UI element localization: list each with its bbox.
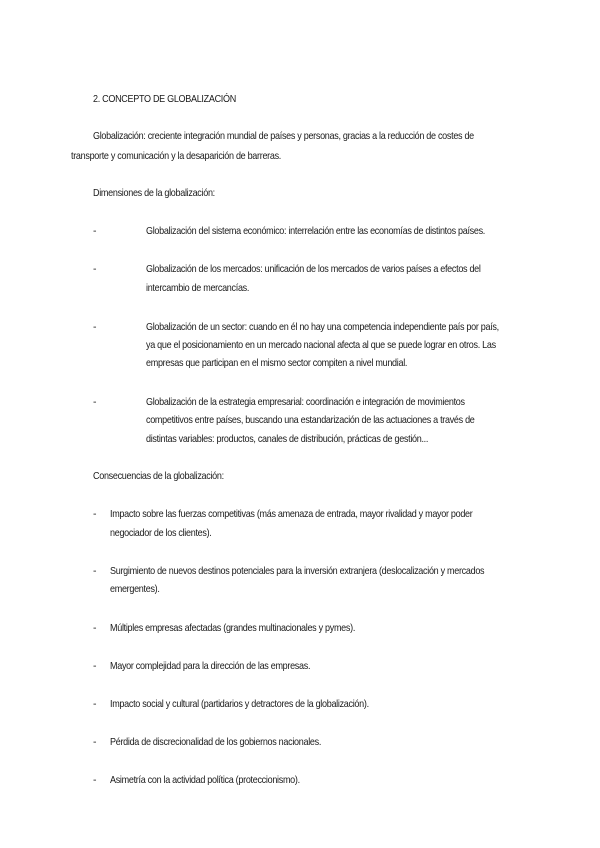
consequence-item-line: Múltiples empresas afectadas (grandes multinacionales y pymes). <box>110 622 356 634</box>
bullet-dash: - <box>93 225 97 237</box>
dimension-item-line: competitivos entre países, buscando una estandarización de las actuaciones a través de <box>146 414 475 426</box>
dimension-item-line: empresas que participan en el mismo sector compiten a nivel mundial. <box>146 357 408 369</box>
definition-line: Globalización: creciente integración mundial de países y personas, gracias a la reducción de costes de <box>93 130 474 142</box>
dimension-item-line: intercambio de mercancías. <box>146 282 250 294</box>
consequence-item-line: negociador de los clientes). <box>110 527 212 539</box>
bullet-dash: - <box>93 698 97 710</box>
bullet-dash: - <box>93 736 97 748</box>
definition-line: transporte y comunicación y la desaparición de barreras. <box>71 150 282 162</box>
dimensions-title: Dimensiones de la globalización: <box>93 187 215 199</box>
consequence-item-line: Pérdida de discrecionalidad de los gobiernos nacionales. <box>110 736 322 748</box>
bullet-dash: - <box>93 774 97 786</box>
section-heading: 2. CONCEPTO DE GLOBALIZACIÓN <box>93 93 236 105</box>
bullet-dash: - <box>93 508 97 520</box>
bullet-dash: - <box>93 396 97 408</box>
bullet-dash: - <box>93 565 97 577</box>
dimension-item-line: Globalización de un sector: cuando en él no hay una competencia independiente país por país, <box>146 321 499 333</box>
dimension-item-line: Globalización de los mercados: unificación de los mercados de varios países a efectos del <box>146 263 481 275</box>
consequences-title: Consecuencias de la globalización: <box>93 470 224 482</box>
consequence-item-line: Asimetría con la actividad política (proteccionismo). <box>110 774 300 786</box>
bullet-dash: - <box>93 263 97 275</box>
consequence-item-line: Mayor complejidad para la dirección de las empresas. <box>110 660 311 672</box>
consequence-item-line: Impacto social y cultural (partidarios y detractores de la globalización). <box>110 698 369 710</box>
dimension-item-line: Globalización de la estrategia empresarial: coordinación e integración de movimientos <box>146 396 465 408</box>
consequence-item-line: emergentes). <box>110 583 160 595</box>
dimension-item-line: Globalización del sistema económico: interrelación entre las economías de distintos países. <box>146 225 486 237</box>
bullet-dash: - <box>93 660 97 672</box>
bullet-dash: - <box>93 622 97 634</box>
consequence-item-line: Surgimiento de nuevos destinos potenciales para la inversión extranjera (deslocalización y mercados <box>110 565 485 577</box>
dimension-item-line: distintas variables: productos, canales de distribución, prácticas de gestión... <box>146 433 429 445</box>
consequence-item-line: Impacto sobre las fuerzas competitivas (más amenaza de entrada, mayor rivalidad y mayor poder <box>110 508 473 520</box>
dimension-item-line: ya que el posicionamiento en un mercado nacional afecta al que se puede lograr en otros. Las <box>146 339 496 351</box>
bullet-dash: - <box>93 321 97 333</box>
